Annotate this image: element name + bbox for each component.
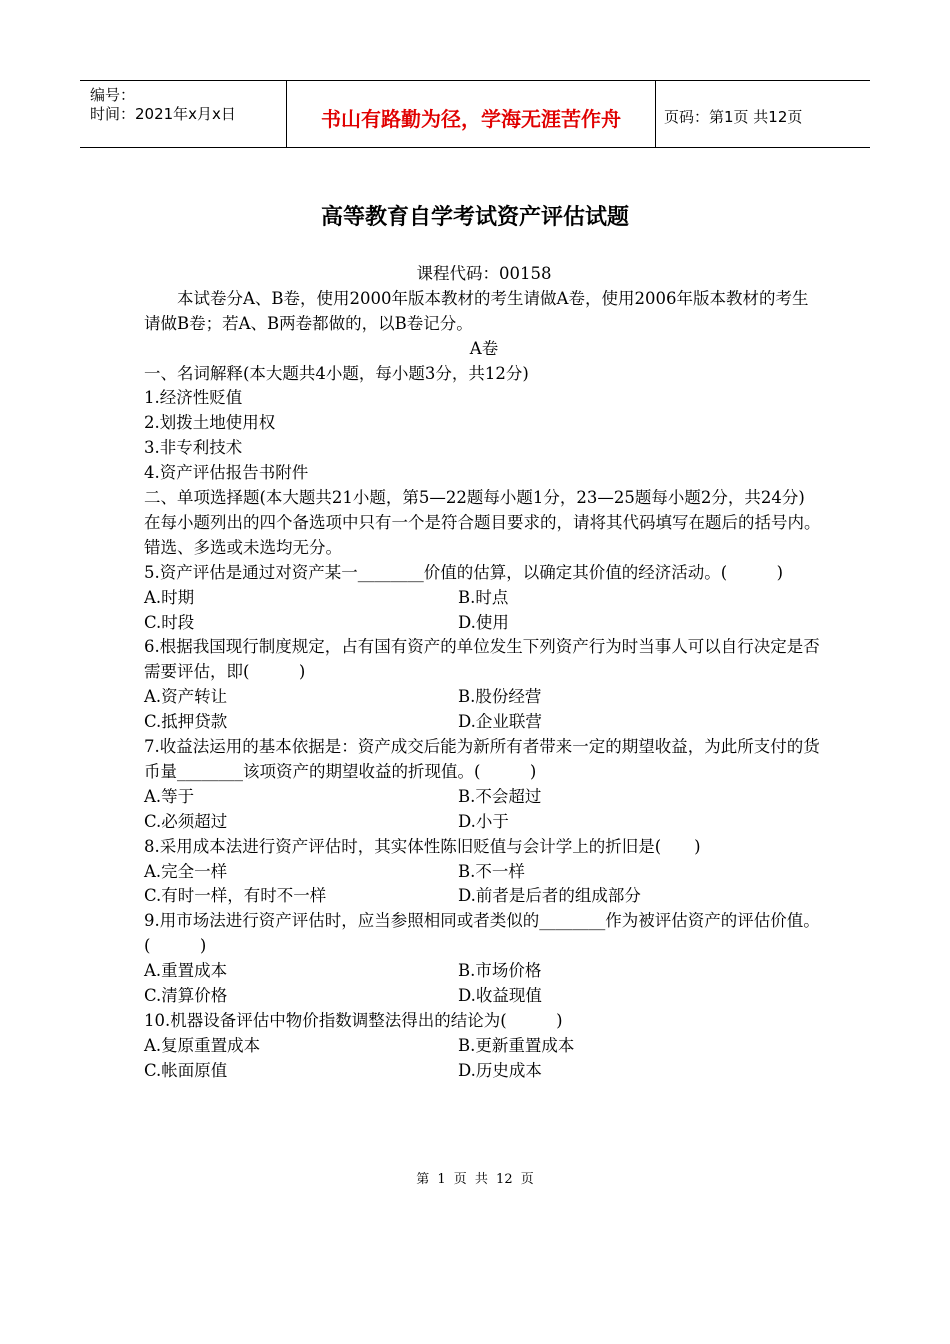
course-code: 课程代码：00158 (416, 264, 552, 283)
options-row (144, 685, 824, 710)
question-stem: 5.资产评估是通过对资产某一________价值的估算，以确定其价值的经济活动。( ) (144, 562, 784, 582)
options-row (144, 586, 824, 611)
header-info-cell (80, 81, 280, 147)
option: A.完全一样 (144, 861, 228, 881)
option: C.清算价格 (144, 986, 228, 1006)
section2-heading: 二、单项选择题(本大题共21小题，第5—22题每小题1分，23—25题每小题2分，共24分) (144, 488, 805, 508)
page-header (80, 80, 870, 148)
section2-instruction: 在每小题列出的四个备选项中只有一个是符合题目要求的，请将其代码填写在题后的括号内。错选、多选或未选均无分。 (144, 512, 821, 557)
option: C.帐面原值 (144, 1060, 228, 1080)
option: B.不会超过 (458, 786, 542, 806)
option: D.收益现值 (458, 986, 542, 1006)
motto: 书山有路勤为径，学海无涯苦作舟 (321, 107, 621, 131)
options-row (144, 611, 824, 636)
option: B.更新重置成本 (458, 1035, 575, 1055)
date-label: 时间：2021年x月x日 (90, 105, 236, 123)
option: A.等于 (144, 786, 195, 806)
options-row (144, 984, 824, 1009)
term-item: 4.资产评估报告书附件 (144, 463, 309, 483)
option: A.时期 (144, 587, 195, 607)
document-title: 高等教育自学考试资产评估试题 (320, 205, 629, 230)
paper-a-label: A卷 (469, 338, 499, 358)
option: D.企业联营 (458, 712, 542, 732)
option: A.重置成本 (144, 961, 228, 981)
option: B.不一样 (458, 861, 525, 881)
intro-paragraph: 本试卷分A、B卷，使用2000年版本教材的考生请做A卷，使用2006年版本教材的考生请做B卷；若A、B两卷都做的，以B卷记分。 (144, 288, 809, 333)
section1-heading: 一、名词解释(本大题共4小题，每小题3分，共12分) (144, 363, 529, 383)
options-row (144, 959, 824, 984)
options-row (144, 810, 824, 835)
term-item: 1.经济性贬值 (144, 388, 243, 408)
option: C.必须超过 (144, 811, 228, 831)
option: D.小于 (458, 811, 509, 831)
option: B.时点 (458, 587, 509, 607)
options-row (144, 710, 824, 735)
question-stem: 7.收益法运用的基本依据是：资产成交后能为新所有者带来一定的期望收益，为此所支付的货币量________该项资产的期望收益的折现值。( ) (144, 737, 820, 781)
question-stem: 9.用市场法进行资产评估时，应当参照相同或者类似的________作为被评估资产的评估价值。( ) (144, 911, 820, 956)
page-footer: 第 1 页 共 12 页 (416, 1172, 534, 1187)
option: D.使用 (458, 612, 509, 632)
option: B.股份经营 (458, 687, 542, 707)
document-body (144, 262, 824, 1084)
question-stem: 6.根据我国现行制度规定，占有国有资产的单位发生下列资产行为时当事人可以自行决定是否需要评估，即( ) (144, 637, 820, 682)
option: D.历史成本 (458, 1060, 542, 1080)
option: A.复原重置成本 (144, 1035, 261, 1055)
term-item: 2.划拨土地使用权 (144, 413, 276, 433)
options-row (144, 785, 824, 810)
option: C.抵押贷款 (144, 712, 228, 732)
options-row (144, 1034, 824, 1059)
options-row (144, 860, 824, 885)
option: D.前者是后者的组成部分 (458, 886, 641, 906)
options-row (144, 884, 824, 909)
number-label: 编号： (90, 86, 136, 104)
option: C.时段 (144, 612, 195, 632)
option: A.资产转让 (144, 687, 228, 707)
options-row (144, 1059, 824, 1084)
page-info: 页码：第1页 共12页 (664, 108, 803, 126)
option: C.有时一样，有时不一样 (144, 886, 327, 906)
header-motto-cell (286, 81, 656, 147)
option: B.市场价格 (458, 961, 542, 981)
question-stem: 8.采用成本法进行资产评估时，其实体性陈旧贬值与会计学上的折旧是( ) (144, 836, 701, 856)
header-page-cell (660, 81, 870, 147)
term-item: 3.非专利技术 (144, 438, 243, 458)
question-stem: 10.机器设备评估中物价指数调整法得出的结论为( ) (144, 1010, 563, 1030)
